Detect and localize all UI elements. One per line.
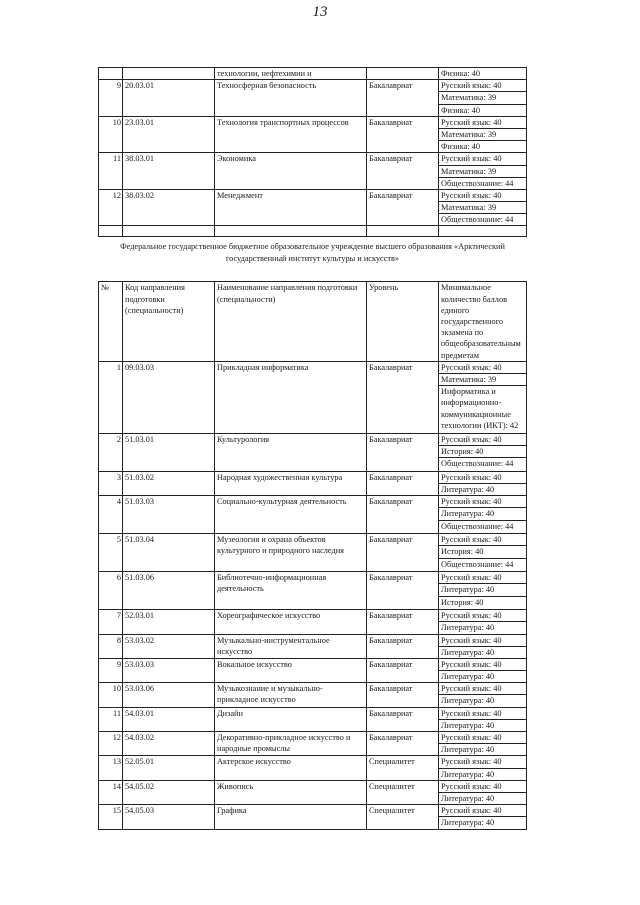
program-code: [123, 68, 215, 80]
admission-table: [98, 67, 527, 830]
header-code: Код направления подготовки (специальности): [123, 282, 215, 361]
row-number: 14: [99, 780, 123, 804]
program-name: Графика: [215, 805, 367, 829]
program-code: 51.03.02: [123, 471, 215, 495]
row-number: 15: [99, 805, 123, 829]
subject-score: Обществознание: 44: [441, 459, 514, 469]
education-level: Бакалавриат: [367, 683, 439, 707]
program-name: Вокальное искусство: [215, 658, 367, 682]
subject-score: Информатика и информационно-коммуникационные технологии (ИКТ): 42: [441, 387, 519, 430]
row-number: 6: [99, 572, 123, 610]
subject-score: Русский язык: 40: [439, 805, 526, 817]
subject-score: Литература: 40: [441, 672, 495, 682]
table-row: [99, 189, 527, 226]
org-section: [99, 237, 527, 361]
education-level: Специалитет: [367, 756, 439, 780]
table-row: [99, 572, 527, 610]
table2-body: [99, 361, 527, 829]
education-level: Бакалавриат: [367, 534, 439, 572]
row-number: 10: [99, 116, 123, 153]
subject-score: Литература: 40: [441, 484, 495, 494]
program-name: Экономика: [215, 153, 367, 190]
subject-score: Литература: 40: [441, 623, 495, 633]
subject-score: Русский язык: 40: [439, 496, 526, 508]
subject-score: Литература: 40: [441, 745, 495, 755]
subject-score: Русский язык: 40: [439, 472, 526, 484]
subjects-cell: [439, 756, 527, 780]
program-code: 51.03.04: [123, 534, 215, 572]
row-number: 5: [99, 534, 123, 572]
subject-score: Русский язык: 40: [439, 683, 526, 695]
table-row: [99, 116, 527, 153]
education-level: Бакалавриат: [367, 707, 439, 731]
table-row: [99, 153, 527, 190]
program-name: Техносферная безопасность: [215, 80, 367, 117]
subject-score: Обществознание: 44: [441, 178, 514, 188]
subject-score: Физика: 40: [441, 105, 480, 115]
subject-score: Русский язык: 40: [439, 153, 526, 165]
subject-score: Литература: 40: [439, 508, 526, 520]
subject-score: История: 40: [439, 446, 526, 458]
subject-score: Русский язык: 40: [439, 781, 526, 793]
program-code: 51.03.06: [123, 572, 215, 610]
row-number: 12: [99, 189, 123, 226]
header-name: Наименование направления подготовки (специальности): [215, 282, 367, 361]
education-level: Бакалавриат: [367, 610, 439, 634]
row-number: 3: [99, 471, 123, 495]
program-code: 38.03.01: [123, 153, 215, 190]
program-code: 23.03.01: [123, 116, 215, 153]
program-name: Библиотечно-информационная деятельность: [215, 572, 367, 610]
program-code: 09.03.03: [123, 361, 215, 433]
education-level: Бакалавриат: [367, 732, 439, 756]
subjects-cell: [439, 433, 527, 471]
table-row: [99, 433, 527, 471]
table-row: [99, 658, 527, 682]
table-row: [99, 780, 527, 804]
education-level: Бакалавриат: [367, 153, 439, 190]
subjects-cell: [439, 534, 527, 572]
subjects-cell: [439, 496, 527, 534]
org-title: Федеральное государственное бюджетное образовательное учреждение высшего образования «Арктический государственный институт культуры и искусств»: [99, 237, 527, 282]
table-row: [99, 471, 527, 495]
program-name: Актерское искусство: [215, 756, 367, 780]
subject-score: Русский язык: 40: [439, 756, 526, 768]
program-code: 38.03.02: [123, 189, 215, 226]
table-row: [99, 68, 527, 80]
subjects-cell: [439, 610, 527, 634]
program-code: 20.03.01: [123, 80, 215, 117]
program-name: Музеология и охрана объектов культурного и природного наследия: [215, 534, 367, 572]
subjects-cell: [439, 471, 527, 495]
header-subjects: Минимальное количество баллов единого государственного экзамена по общеобразовательным предметам: [439, 282, 527, 361]
program-name: Музыкознание и музыкально-прикладное искусство: [215, 683, 367, 707]
program-name: Дизайн: [215, 707, 367, 731]
program-name: Декоративно-прикладное искусство и народные промыслы: [215, 732, 367, 756]
subject-score: Литература: 40: [441, 647, 495, 657]
subjects-cell: [439, 68, 527, 80]
subject-score: Математика: 39: [439, 374, 526, 386]
education-level: [367, 68, 439, 80]
education-level: Специалитет: [367, 805, 439, 829]
row-number: 2: [99, 433, 123, 471]
page-number: 13: [312, 4, 328, 20]
subject-score: Русский язык: 40: [439, 572, 526, 584]
program-name: Технология транспортных процессов: [215, 116, 367, 153]
subject-score: Русский язык: 40: [439, 635, 526, 647]
table-row: [99, 80, 527, 117]
subjects-cell: [439, 707, 527, 731]
subject-score: История: 40: [439, 546, 526, 558]
subject-score: Русский язык: 40: [439, 434, 526, 446]
education-level: Бакалавриат: [367, 471, 439, 495]
row-number: 13: [99, 756, 123, 780]
program-code: 54.05.02: [123, 780, 215, 804]
subject-score: Математика: 39: [439, 129, 526, 141]
program-code: 54.03.01: [123, 707, 215, 731]
subject-score: Русский язык: 40: [439, 362, 526, 374]
table-row: [99, 634, 527, 658]
subject-score: Литература: 40: [441, 818, 495, 828]
program-name: технологии, нефтехимии и: [215, 68, 367, 80]
header-level: Уровень: [367, 282, 439, 361]
subjects-cell: [439, 805, 527, 829]
program-code: 51.03.01: [123, 433, 215, 471]
education-level: Бакалавриат: [367, 80, 439, 117]
education-level: Бакалавриат: [367, 634, 439, 658]
education-level: Бакалавриат: [367, 658, 439, 682]
table-row: [99, 534, 527, 572]
program-name: Хореографическое искусство: [215, 610, 367, 634]
subject-score: Русский язык: 40: [439, 708, 526, 720]
row-number: 11: [99, 707, 123, 731]
subjects-cell: [439, 732, 527, 756]
subject-score: Литература: 40: [441, 696, 495, 706]
row-number: 12: [99, 732, 123, 756]
subjects-cell: [439, 634, 527, 658]
subject-score: Физика: 40: [441, 142, 480, 152]
subject-score: Русский язык: 40: [439, 610, 526, 622]
row-number: 9: [99, 658, 123, 682]
subject-score: Обществознание: 44: [441, 215, 514, 225]
subject-score: Математика: 39: [439, 166, 526, 178]
subject-score: Математика: 39: [439, 202, 526, 214]
program-code: 54.03.02: [123, 732, 215, 756]
table-row: [99, 707, 527, 731]
table-row: [99, 496, 527, 534]
program-name: Народная художественная культура: [215, 471, 367, 495]
subjects-cell: [439, 683, 527, 707]
program-code: 52.03.01: [123, 610, 215, 634]
subject-score: Обществознание: 44: [441, 559, 514, 569]
row-number: 10: [99, 683, 123, 707]
subject-score: Русский язык: 40: [439, 659, 526, 671]
program-code: 53.03.03: [123, 658, 215, 682]
row-number: 1: [99, 361, 123, 433]
education-level: Специалитет: [367, 780, 439, 804]
program-code: 53.03.02: [123, 634, 215, 658]
row-number: 11: [99, 153, 123, 190]
subject-score: Обществознание: 44: [441, 521, 514, 531]
subject-score: Физика: 40: [441, 69, 480, 78]
subject-score: Литература: 40: [441, 769, 495, 779]
table2-header: [99, 282, 527, 361]
subject-score: Литература: 40: [441, 793, 495, 803]
row-number: 7: [99, 610, 123, 634]
table-row: [99, 683, 527, 707]
subject-score: Литература: 40: [441, 720, 495, 730]
subjects-cell: [439, 153, 527, 190]
subjects-cell: [439, 361, 527, 433]
subject-score: Русский язык: 40: [439, 80, 526, 92]
education-level: Бакалавриат: [367, 189, 439, 226]
subject-score: Русский язык: 40: [439, 534, 526, 546]
subjects-cell: [439, 80, 527, 117]
row-number: 8: [99, 634, 123, 658]
table-row: [99, 610, 527, 634]
education-level: Бакалавриат: [367, 496, 439, 534]
table-row: [99, 732, 527, 756]
program-name: Культурология: [215, 433, 367, 471]
program-name: Живопись: [215, 780, 367, 804]
program-name: Социально-культурная деятельность: [215, 496, 367, 534]
subjects-cell: [439, 189, 527, 226]
subject-score: Русский язык: 40: [439, 732, 526, 744]
education-level: Бакалавриат: [367, 433, 439, 471]
program-code: 54.05.03: [123, 805, 215, 829]
program-name: Прикладная информатика: [215, 361, 367, 433]
education-level: Бакалавриат: [367, 116, 439, 153]
program-code: 52.05.01: [123, 756, 215, 780]
table1-spacer: [99, 226, 527, 237]
header-num: №: [99, 282, 123, 361]
table1-body: [99, 68, 527, 226]
program-code: 53.03.06: [123, 683, 215, 707]
subject-score: Русский язык: 40: [439, 117, 526, 129]
subject-score: Литература: 40: [439, 584, 526, 596]
row-number: 9: [99, 80, 123, 117]
row-number: [99, 68, 123, 80]
subjects-cell: [439, 780, 527, 804]
education-level: Бакалавриат: [367, 572, 439, 610]
subject-score: История: 40: [441, 597, 484, 607]
table-row: [99, 805, 527, 829]
program-name: Музыкально-инструментальное искусство: [215, 634, 367, 658]
table-row: [99, 361, 527, 433]
subject-score: Математика: 39: [439, 92, 526, 104]
education-level: Бакалавриат: [367, 361, 439, 433]
row-number: 4: [99, 496, 123, 534]
subjects-cell: [439, 116, 527, 153]
subjects-cell: [439, 658, 527, 682]
program-name: Менеджмент: [215, 189, 367, 226]
table-row: [99, 756, 527, 780]
subject-score: Русский язык: 40: [439, 190, 526, 202]
subjects-cell: [439, 572, 527, 610]
program-code: 51.03.03: [123, 496, 215, 534]
